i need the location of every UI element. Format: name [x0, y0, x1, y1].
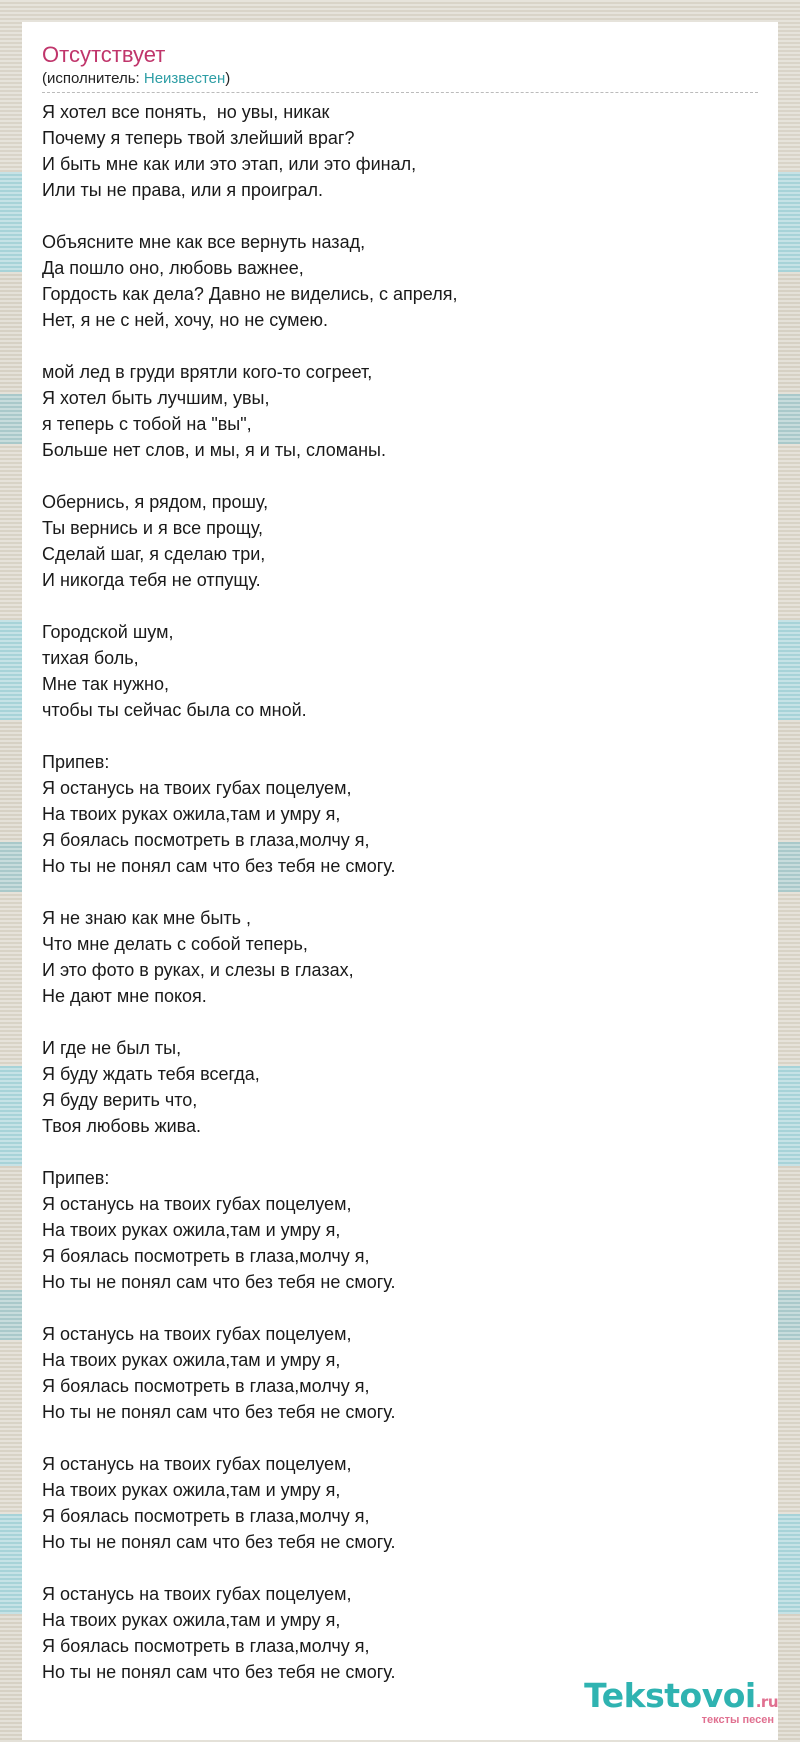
- lyric-line: На твоих руках ожила,там и умру я,: [42, 804, 341, 824]
- lyric-line: Я останусь на твоих губах поцелуем,: [42, 1194, 352, 1214]
- lyric-line: Я хотел все понять, но увы, никак: [42, 102, 330, 122]
- lyric-line: Припев:: [42, 1168, 110, 1188]
- logo-suffix: .ru: [755, 1693, 778, 1711]
- lyric-line: Обернись, я рядом, прошу,: [42, 492, 269, 512]
- lyrics-stanza: [42, 1451, 758, 1555]
- divider: [42, 92, 758, 93]
- lyric-line: Я останусь на твоих губах поцелуем,: [42, 1454, 352, 1474]
- lyric-line: Сделай шаг, я сделаю три,: [42, 544, 266, 564]
- lyric-line: Я боялась посмотреть в глаза,молчу я,: [42, 830, 370, 850]
- lyric-line: Но ты не понял сам что без тебя не смогу.: [42, 1532, 396, 1552]
- lyric-line: чтобы ты сейчас была со мной.: [42, 700, 307, 720]
- lyric-line: Почему я теперь твой злейший враг?: [42, 128, 355, 148]
- lyric-line: И быть мне как или это этап, или это финал,: [42, 154, 417, 174]
- lyrics-stanza: [42, 229, 758, 333]
- lyric-line: Но ты не понял сам что без тебя не смогу.: [42, 1402, 396, 1422]
- lyric-line: На твоих руках ожила,там и умру я,: [42, 1610, 341, 1630]
- logo-name: Tekstovoi: [584, 1676, 756, 1715]
- lyric-line: Ты вернись и я все прощу,: [42, 518, 264, 538]
- lyrics-stanza: [42, 1035, 758, 1139]
- lyric-line: Я не знаю как мне быть ,: [42, 908, 252, 928]
- artist-line: [42, 69, 758, 89]
- artist-prefix: (исполнитель:: [42, 70, 144, 87]
- lyric-line: Что мне делать с собой теперь,: [42, 934, 308, 954]
- lyric-line: Но ты не понял сам что без тебя не смогу.: [42, 856, 396, 876]
- lyric-line: Я буду ждать тебя всегда,: [42, 1064, 260, 1084]
- lyric-line: И где не был ты,: [42, 1038, 182, 1058]
- lyric-line: На твоих руках ожила,там и умру я,: [42, 1350, 341, 1370]
- lyric-line: Я боялась посмотреть в глаза,молчу я,: [42, 1246, 370, 1266]
- lyrics-stanza: [42, 1165, 758, 1295]
- lyric-line: И никогда тебя не отпущу.: [42, 570, 261, 590]
- lyric-line: Я останусь на твоих губах поцелуем,: [42, 1584, 352, 1604]
- logo-wordmark: [584, 1676, 778, 1719]
- lyric-line: Я боялась посмотреть в глаза,молчу я,: [42, 1506, 370, 1526]
- lyric-line: Твоя любовь жива.: [42, 1116, 202, 1136]
- lyric-line: Объясните мне как все вернуть назад,: [42, 232, 366, 252]
- artist-link[interactable]: Неизвестен: [143, 70, 226, 87]
- lyric-line: Городской шум,: [42, 622, 174, 642]
- lyrics-stanza: [42, 1321, 758, 1425]
- lyric-line: тихая боль,: [42, 648, 139, 668]
- logo-tagline: тексты песен: [701, 1714, 774, 1726]
- lyric-line: Я буду верить что,: [42, 1090, 198, 1110]
- lyric-line: На твоих руках ожила,там и умру я,: [42, 1220, 341, 1240]
- lyric-line: Я останусь на твоих губах поцелуем,: [42, 778, 352, 798]
- lyric-line: Я останусь на твоих губах поцелуем,: [42, 1324, 352, 1344]
- lyric-line: мой лед в груди врятли кого-то согреет,: [42, 362, 373, 382]
- lyrics-stanza: [42, 359, 758, 463]
- lyric-line: Нет, я не с ней, хочу, но не сумею.: [42, 310, 328, 330]
- lyric-line: Я боялась посмотреть в глаза,молчу я,: [42, 1636, 370, 1656]
- lyrics-stanza: [42, 489, 758, 593]
- lyrics-stanza: [42, 99, 758, 203]
- lyric-line: Припев:: [42, 752, 110, 772]
- lyric-line: Или ты не права, или я проиграл.: [42, 180, 324, 200]
- site-logo[interactable]: [584, 1676, 778, 1726]
- lyrics-body: [42, 99, 758, 1685]
- lyrics-stanza: [42, 905, 758, 1009]
- lyrics-stanza: [42, 749, 758, 879]
- lyrics-stanza: [42, 619, 758, 723]
- lyric-line: Мне так нужно,: [42, 674, 170, 694]
- song-title: Отсутствует: [42, 42, 166, 67]
- lyric-line: Да пошло оно, любовь важнее,: [42, 258, 304, 278]
- lyrics-stanza: [42, 1581, 758, 1685]
- lyric-line: Больше нет слов, и мы, я и ты, сломаны.: [42, 440, 386, 460]
- lyric-line: И это фото в руках, и слезы в глазах,: [42, 960, 354, 980]
- lyric-line: На твоих руках ожила,там и умру я,: [42, 1480, 341, 1500]
- lyric-line: Не дают мне покоя.: [42, 986, 207, 1006]
- lyric-line: Но ты не понял сам что без тебя не смогу.: [42, 1272, 396, 1292]
- lyric-line: Я боялась посмотреть в глаза,молчу я,: [42, 1376, 370, 1396]
- artist-suffix: ): [225, 70, 231, 87]
- lyrics-card: [22, 22, 778, 1740]
- lyric-line: Гордость как дела? Давно не виделись, с апреля,: [42, 284, 458, 304]
- lyric-line: я теперь с тобой на "вы",: [42, 414, 252, 434]
- lyric-line: Я хотел быть лучшим, увы,: [42, 388, 270, 408]
- lyric-line: Но ты не понял сам что без тебя не смогу.: [42, 1662, 396, 1682]
